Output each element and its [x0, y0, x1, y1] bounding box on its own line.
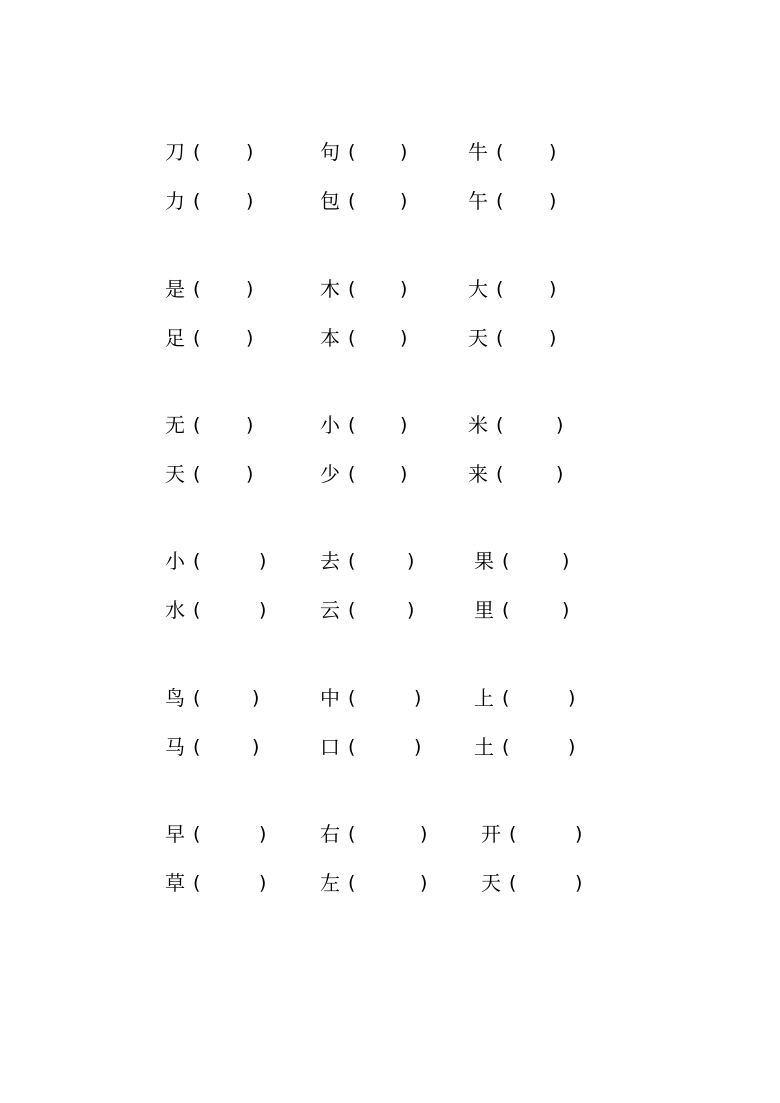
close-paren: )	[400, 463, 408, 485]
open-paren: (	[502, 687, 510, 709]
close-paren: )	[420, 823, 428, 845]
close-paren: )	[568, 687, 576, 709]
open-paren: (	[502, 550, 510, 572]
close-paren: )	[556, 414, 564, 436]
character: 来	[468, 462, 488, 486]
close-paren: )	[400, 141, 408, 163]
close-paren: )	[568, 736, 576, 758]
character: 草	[165, 871, 185, 895]
character: 小	[165, 549, 185, 573]
open-paren: (	[496, 141, 504, 163]
character: 是	[165, 277, 185, 301]
open-paren: (	[502, 599, 510, 621]
character: 去	[320, 549, 340, 573]
close-paren: )	[556, 463, 564, 485]
character: 右	[320, 822, 340, 846]
character: 足	[165, 326, 185, 350]
open-paren: (	[193, 687, 201, 709]
open-paren: (	[496, 278, 504, 300]
open-paren: (	[193, 872, 201, 894]
character: 木	[320, 277, 340, 301]
close-paren: )	[575, 823, 583, 845]
close-paren: )	[575, 872, 583, 894]
character: 牛	[468, 140, 488, 164]
close-paren: )	[562, 550, 570, 572]
character: 米	[468, 413, 488, 437]
close-paren: )	[400, 278, 408, 300]
open-paren: (	[193, 327, 201, 349]
open-paren: (	[348, 414, 356, 436]
character: 刀	[165, 140, 185, 164]
close-paren: )	[562, 599, 570, 621]
close-paren: )	[246, 141, 254, 163]
close-paren: )	[407, 550, 415, 572]
open-paren: (	[193, 141, 201, 163]
close-paren: )	[246, 463, 254, 485]
character: 口	[320, 735, 340, 759]
open-paren: (	[193, 463, 201, 485]
close-paren: )	[420, 872, 428, 894]
open-paren: (	[193, 278, 201, 300]
open-paren: (	[509, 872, 517, 894]
exercise-row	[0, 732, 780, 762]
character: 大	[468, 277, 488, 301]
close-paren: )	[246, 278, 254, 300]
open-paren: (	[496, 190, 504, 212]
exercise-row	[0, 459, 780, 489]
close-paren: )	[259, 872, 267, 894]
close-paren: )	[259, 599, 267, 621]
character: 土	[474, 735, 494, 759]
open-paren: (	[348, 190, 356, 212]
close-paren: )	[400, 414, 408, 436]
close-paren: )	[252, 736, 260, 758]
open-paren: (	[348, 327, 356, 349]
close-paren: )	[400, 327, 408, 349]
character: 午	[468, 189, 488, 213]
character: 少	[320, 462, 340, 486]
open-paren: (	[348, 687, 356, 709]
open-paren: (	[348, 736, 356, 758]
exercise-row	[0, 186, 780, 216]
close-paren: )	[252, 687, 260, 709]
exercise-row	[0, 274, 780, 304]
open-paren: (	[193, 414, 201, 436]
close-paren: )	[407, 599, 415, 621]
open-paren: (	[348, 141, 356, 163]
close-paren: )	[246, 190, 254, 212]
close-paren: )	[259, 823, 267, 845]
character: 天	[481, 871, 501, 895]
close-paren: )	[549, 278, 557, 300]
character: 里	[474, 598, 494, 622]
open-paren: (	[348, 463, 356, 485]
character: 力	[165, 189, 185, 213]
character: 上	[474, 686, 494, 710]
open-paren: (	[348, 599, 356, 621]
character: 中	[320, 686, 340, 710]
exercise-row	[0, 683, 780, 713]
close-paren: )	[414, 687, 422, 709]
character: 小	[320, 413, 340, 437]
open-paren: (	[193, 736, 201, 758]
close-paren: )	[549, 141, 557, 163]
open-paren: (	[348, 278, 356, 300]
character: 鸟	[165, 686, 185, 710]
character: 早	[165, 822, 185, 846]
exercise-row	[0, 546, 780, 576]
character: 句	[320, 140, 340, 164]
close-paren: )	[414, 736, 422, 758]
open-paren: (	[496, 327, 504, 349]
exercise-row	[0, 868, 780, 898]
close-paren: )	[400, 190, 408, 212]
close-paren: )	[549, 190, 557, 212]
exercise-row	[0, 595, 780, 625]
open-paren: (	[496, 463, 504, 485]
open-paren: (	[193, 823, 201, 845]
exercise-row	[0, 137, 780, 167]
close-paren: )	[246, 414, 254, 436]
close-paren: )	[549, 327, 557, 349]
character: 天	[165, 462, 185, 486]
open-paren: (	[348, 872, 356, 894]
open-paren: (	[348, 550, 356, 572]
open-paren: (	[509, 823, 517, 845]
exercise-row	[0, 323, 780, 353]
close-paren: )	[246, 327, 254, 349]
character: 云	[320, 598, 340, 622]
open-paren: (	[193, 599, 201, 621]
character: 开	[481, 822, 501, 846]
open-paren: (	[348, 823, 356, 845]
character: 包	[320, 189, 340, 213]
character: 马	[165, 735, 185, 759]
character: 本	[320, 326, 340, 350]
character: 无	[165, 413, 185, 437]
character: 水	[165, 598, 185, 622]
character: 天	[468, 326, 488, 350]
exercise-row	[0, 819, 780, 849]
open-paren: (	[502, 736, 510, 758]
open-paren: (	[496, 414, 504, 436]
open-paren: (	[193, 190, 201, 212]
close-paren: )	[259, 550, 267, 572]
character: 果	[474, 549, 494, 573]
exercise-row	[0, 410, 780, 440]
character: 左	[320, 871, 340, 895]
open-paren: (	[193, 550, 201, 572]
